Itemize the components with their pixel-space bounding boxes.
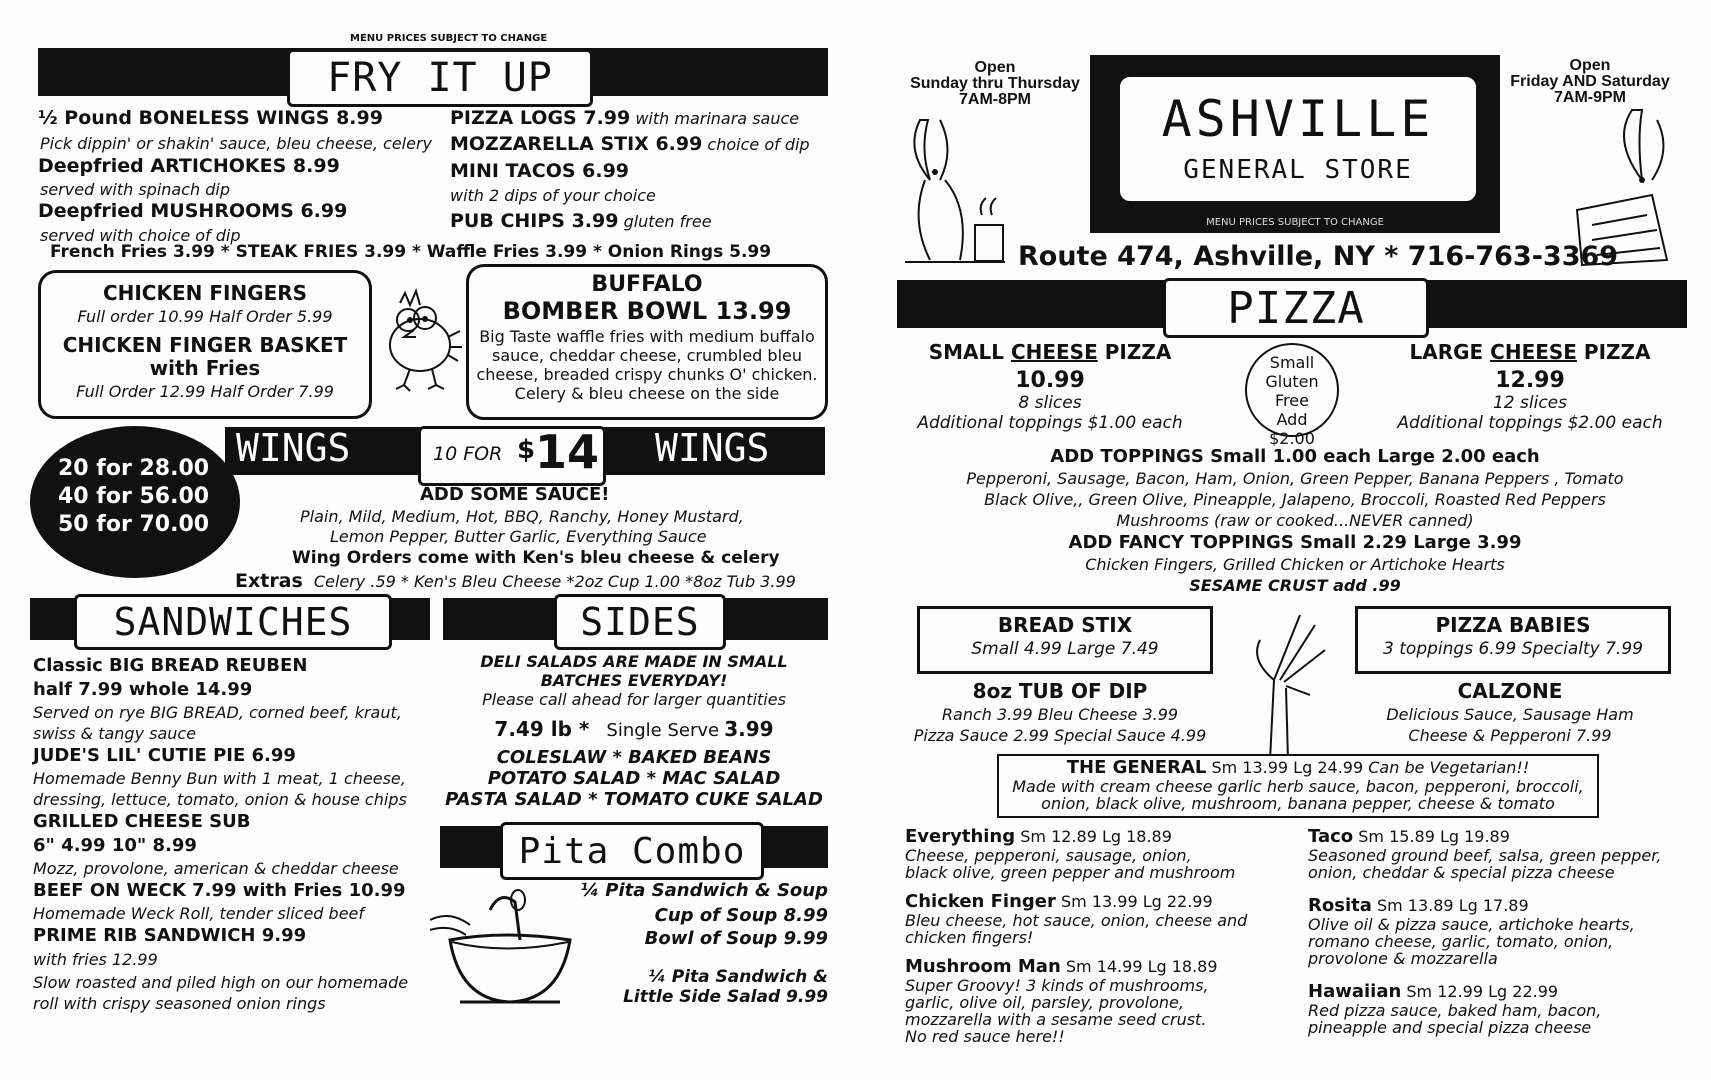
extras-text: Celery .59 * Ken's Bleu Cheese *2oz Cup 1.00 *8oz Tub 3.99 bbox=[313, 572, 796, 591]
specialty-desc: Bleu cheese, hot sauce, onion, cheese and bbox=[905, 911, 1248, 930]
large-pizza-slices: 12 slices bbox=[1492, 393, 1567, 413]
chicken-fingers-prices: Full order 10.99 Half Order 5.99 bbox=[77, 307, 333, 326]
sauce-list: Lemon Pepper, Butter Garlic, Everything Sauce bbox=[330, 527, 707, 546]
menu-item-desc: Pick dippin' or shakin' sauce, bleu cheese, celery bbox=[40, 134, 433, 153]
wing-orders-note: Wing Orders come with Ken's bleu cheese & celery bbox=[292, 548, 780, 568]
pizza-babies-prices: 3 toppings 6.99 Specialty 7.99 bbox=[1383, 639, 1643, 659]
chicken-fingers-box bbox=[38, 270, 372, 419]
pizza-logs-item bbox=[450, 107, 799, 129]
pizza-title: PIZZA bbox=[1163, 278, 1429, 338]
sandwich-title: BEEF ON WECK 7.99 with Fries 10.99 bbox=[33, 880, 406, 901]
specialty-pizza bbox=[1308, 895, 1703, 916]
mozz-stix-item bbox=[450, 133, 810, 155]
large-pizza-price: 12.99 bbox=[1495, 368, 1565, 393]
specialty-price: Sm 13.89 Lg 17.89 bbox=[1376, 896, 1529, 915]
wings-label-right: WINGS bbox=[655, 426, 770, 470]
pita-item: ¼ Pita Sandwich & Soup bbox=[580, 880, 828, 901]
chicken-doodle-icon bbox=[370, 285, 462, 395]
pita-combo-title: Pita Combo bbox=[500, 822, 764, 880]
specialty-desc: Red pizza sauce, baked ham, bacon, bbox=[1308, 1001, 1602, 1020]
menu-item-desc: with marinara sauce bbox=[635, 109, 800, 128]
specialty-desc: Seasoned ground beef, salsa, green pepper, bbox=[1308, 846, 1662, 865]
sandwich-desc: Homemade Benny Bun with 1 meat, 1 cheese, bbox=[33, 769, 406, 788]
menu-item-desc: served with choice of dip bbox=[40, 226, 241, 245]
large-cheese-pizza bbox=[1370, 340, 1690, 433]
hand-doodle-icon bbox=[1240, 610, 1330, 760]
specialty-pizza bbox=[905, 891, 1305, 912]
bread-stix-title: BREAD STIX bbox=[997, 613, 1133, 637]
wings-count-line: 50 for 70.00 bbox=[58, 512, 210, 537]
sides-note: Please call ahead for larger quantities bbox=[482, 690, 786, 709]
sandwich-desc: with fries 12.99 bbox=[33, 950, 158, 969]
small-pizza-toppings-price: Additional toppings $1.00 each bbox=[917, 413, 1183, 433]
calzone-title: CALZONE bbox=[1457, 679, 1563, 703]
buffalo-desc: cheese, breaded crispy chunks O' chicken. bbox=[476, 365, 818, 384]
buffalo-title-2: BOMBER BOWL 13.99 bbox=[502, 297, 792, 325]
sides-single-price: 3.99 bbox=[724, 717, 774, 741]
specialty-desc: Super Groovy! 3 kinds of mushrooms, bbox=[905, 976, 1209, 995]
menu-item-desc: choice of dip bbox=[707, 135, 810, 154]
large-pizza-title: LARGE CHEESE PIZZA bbox=[1409, 340, 1651, 364]
specialty-desc: No red sauce here!! bbox=[905, 1027, 1065, 1046]
toppings-section bbox=[900, 446, 1690, 595]
sandwich-title: 6" 4.99 10" 8.99 bbox=[33, 835, 197, 856]
specialty-pizza bbox=[905, 956, 1305, 977]
calzone-desc: Cheese & Pepperoni 7.99 bbox=[1408, 726, 1612, 745]
specialty-desc: Olive oil & pizza sauce, artichoke hearts, bbox=[1308, 915, 1635, 934]
specialty-pizza bbox=[1308, 981, 1703, 1002]
specialty-price: Sm 12.99 Lg 22.99 bbox=[1406, 982, 1559, 1001]
dip-prices: Pizza Sauce 2.99 Special Sauce 4.99 bbox=[913, 726, 1207, 745]
specialty-name: Hawaiian bbox=[1308, 981, 1402, 1002]
soup-bowl-icon bbox=[430, 880, 580, 1010]
wing-extras bbox=[235, 570, 796, 592]
small-pizza-price: 10.99 bbox=[1015, 368, 1085, 393]
sandwich-desc: swiss & tangy sauce bbox=[33, 724, 197, 743]
toppings-title: ADD TOPPINGS Small 1.00 each Large 2.00 each bbox=[1050, 446, 1540, 467]
specialty-name: Mushroom Man bbox=[905, 956, 1061, 977]
sandwich-title: JUDE'S LIL' CUTIE PIE 6.99 bbox=[33, 745, 296, 766]
menu-item-desc: served with spinach dip bbox=[40, 180, 231, 199]
sides-note: BATCHES EVERYDAY! bbox=[540, 671, 728, 690]
small-pizza-slices: 8 slices bbox=[1018, 393, 1082, 413]
fries-line: French Fries 3.99 * STEAK FRIES 3.99 * Waffle Fries 3.99 * Onion Rings 5.99 bbox=[50, 242, 772, 262]
wings-label-left: WINGS bbox=[236, 426, 351, 470]
specialty-desc: provolone & mozzarella bbox=[1308, 949, 1498, 968]
wings-count-line: 20 for 28.00 bbox=[58, 456, 210, 481]
dip-prices: Ranch 3.99 Bleu Cheese 3.99 bbox=[941, 705, 1179, 724]
sandwich-desc: Mozz, provolone, american & cheddar cheese bbox=[33, 859, 399, 878]
chicken-basket-prices: Full Order 12.99 Half Order 7.99 bbox=[76, 382, 334, 401]
specialty-pizza bbox=[905, 826, 1305, 847]
chicken-fingers-title: CHICKEN FINGERS bbox=[102, 281, 308, 305]
sides-title: SIDES bbox=[554, 594, 726, 650]
bread-stix-box bbox=[917, 606, 1213, 674]
sandwich-desc: Slow roasted and piled high on our homemade bbox=[33, 973, 409, 992]
logo-price-note: MENU PRICES SUBJECT TO CHANGE bbox=[1206, 217, 1384, 228]
specialty-price: Sm 12.89 Lg 18.89 bbox=[1020, 827, 1172, 846]
sandwich-title: half 7.99 whole 14.99 bbox=[33, 679, 253, 700]
the-general-desc: Made with cream cheese garlic herb sauce, bacon, pepperoni, broccoli, bbox=[1012, 777, 1584, 796]
pita-item: Bowl of Soup 9.99 bbox=[644, 928, 828, 949]
fancy-toppings-title: ADD FANCY TOPPINGS Small 2.29 Large 3.99 bbox=[1068, 532, 1522, 553]
chicken-basket-title: CHICKEN FINGER BASKET bbox=[62, 333, 348, 357]
specialties-left bbox=[905, 826, 1305, 1045]
gluten-free-badge bbox=[1245, 343, 1339, 448]
menu-item-title: PUB CHIPS 3.99 bbox=[450, 210, 619, 232]
sauce-list: Plain, Mild, Medium, Hot, BBQ, Ranchy, Honey Mustard, bbox=[300, 507, 744, 526]
specialty-desc: onion, cheddar & special pizza cheese bbox=[1308, 863, 1615, 882]
calzone-desc: Delicious Sauce, Sausage Ham bbox=[1386, 705, 1634, 724]
buffalo-title: BUFFALO bbox=[591, 272, 703, 297]
menu-item-title: Deepfried MUSHROOMS 6.99 bbox=[38, 200, 348, 222]
logo-name: ASHVILLE bbox=[1161, 90, 1435, 148]
specialty-name: Everything bbox=[905, 826, 1016, 847]
sides-list bbox=[440, 652, 828, 810]
toppings-list: Mushrooms (raw or cooked...NEVER canned) bbox=[1116, 511, 1474, 530]
open-hours-line: 7AM-9PM bbox=[1553, 89, 1626, 106]
dip-title: 8oz TUB OF DIP bbox=[972, 679, 1148, 703]
open-hours-left bbox=[895, 60, 1095, 108]
specialty-price: Sm 13.99 Lg 22.99 bbox=[1060, 892, 1213, 911]
sandwich-list bbox=[33, 654, 433, 1014]
wings-count-badge bbox=[30, 426, 240, 578]
the-general-desc: onion, black olive, mushroom, banana pepper, cheese & tomato bbox=[1041, 794, 1555, 813]
gluten-free-line: Small bbox=[1269, 353, 1315, 372]
pita-item: Little Side Salad 9.99 bbox=[623, 987, 828, 1007]
logo-sign bbox=[1120, 77, 1476, 201]
small-cheese-pizza bbox=[900, 340, 1200, 433]
specialty-desc: romano cheese, garlic, tomato, onion, bbox=[1308, 932, 1614, 951]
specialty-name: Rosita bbox=[1308, 895, 1372, 916]
store-logo bbox=[1090, 55, 1500, 233]
the-general-box bbox=[997, 754, 1599, 818]
calzone-section bbox=[1345, 679, 1675, 745]
wings-deal-price: 14 bbox=[535, 425, 600, 479]
sandwiches-title: SANDWICHES bbox=[74, 594, 392, 650]
fancy-toppings-list: Chicken Fingers, Grilled Chicken or Artichoke Hearts bbox=[1085, 555, 1505, 574]
specialty-desc: garlic, olive oil, parsley, provolone, bbox=[905, 993, 1184, 1012]
pita-list bbox=[570, 880, 828, 1007]
bunny-coffee-doodle-icon bbox=[900, 110, 1010, 270]
sesame-crust: SESAME CRUST add .99 bbox=[1189, 576, 1401, 595]
side-items: COLESLAW * BAKED BEANS bbox=[496, 747, 772, 768]
small-pizza-title: SMALL CHEESE PIZZA bbox=[928, 340, 1172, 364]
menu-item-desc: with 2 dips of your choice bbox=[450, 186, 656, 205]
specialties-right bbox=[1308, 826, 1703, 1036]
dip-section bbox=[900, 679, 1220, 745]
pita-item: Cup of Soup 8.99 bbox=[654, 905, 828, 926]
sides-single-label: Single Serve bbox=[606, 720, 720, 741]
menu-item-desc: gluten free bbox=[623, 212, 712, 231]
menu-item-title: MOZZARELLA STIX 6.99 bbox=[450, 133, 703, 155]
specialty-price: Sm 14.99 Lg 18.89 bbox=[1065, 957, 1218, 976]
menu-item-title: ½ Pound BONELESS WINGS 8.99 bbox=[38, 107, 383, 129]
specialty-desc: black olive, green pepper and mushroom bbox=[905, 863, 1236, 882]
menu-item-title: Deepfried ARTICHOKES 8.99 bbox=[38, 155, 340, 177]
specialty-price: Sm 15.89 Lg 19.89 bbox=[1358, 827, 1510, 846]
sides-price-line bbox=[440, 717, 828, 741]
toppings-list: Black Olive,, Green Olive, Pineapple, Jalapeno, Broccoli, Roasted Red Peppers bbox=[984, 490, 1606, 509]
large-pizza-toppings-price: Additional toppings $2.00 each bbox=[1397, 413, 1663, 433]
sandwich-desc: Homemade Weck Roll, tender sliced beef bbox=[33, 904, 365, 923]
side-items: POTATO SALAD * MAC SALAD bbox=[487, 768, 781, 789]
sandwich-title: GRILLED CHEESE SUB bbox=[33, 811, 251, 832]
buffalo-bomber-box bbox=[466, 264, 828, 420]
open-hours-line: Friday AND Saturday bbox=[1510, 73, 1670, 90]
the-general-header bbox=[999, 757, 1597, 778]
sauce-title: ADD SOME SAUCE! bbox=[420, 484, 610, 505]
bread-stix-prices: Small 4.99 Large 7.49 bbox=[971, 639, 1159, 659]
specialty-pizza bbox=[1308, 826, 1703, 847]
sandwich-desc: Served on rye BIG BREAD, corned beef, kraut, bbox=[33, 703, 402, 722]
the-general-price: Sm 13.99 Lg 24.99 bbox=[1211, 758, 1364, 777]
menu-item-title: MINI TACOS 6.99 bbox=[450, 160, 630, 182]
buffalo-desc: Big Taste waffle fries with medium buffalo bbox=[479, 327, 815, 346]
chicken-basket-title-2: with Fries bbox=[149, 356, 261, 380]
toppings-list: Pepperoni, Sausage, Bacon, Ham, Onion, Green Pepper, Banana Peppers , Tomato bbox=[966, 469, 1624, 488]
gluten-free-line: Gluten Free bbox=[1265, 372, 1319, 410]
the-general-veg: Can be Vegetarian!! bbox=[1368, 758, 1530, 777]
open-hours-line: Sunday thru Thursday bbox=[910, 75, 1080, 92]
specialty-name: Taco bbox=[1308, 826, 1354, 847]
wings-deal-label: 10 FOR bbox=[433, 443, 503, 465]
logo-subtitle: GENERAL STORE bbox=[1183, 155, 1413, 185]
wings-count-line: 40 for 56.00 bbox=[58, 484, 210, 509]
the-general-title: THE GENERAL bbox=[1066, 757, 1207, 778]
open-hours-line: Open bbox=[974, 59, 1016, 76]
price-note: MENU PRICES SUBJECT TO CHANGE bbox=[350, 33, 548, 44]
sandwich-title: PRIME RIB SANDWICH 9.99 bbox=[33, 925, 307, 946]
store-address: Route 474, Ashville, NY * 716-763-3369 bbox=[1018, 241, 1619, 272]
wings-deal-dollar: $ bbox=[517, 435, 536, 465]
specialty-name: Chicken Finger bbox=[905, 891, 1056, 912]
buffalo-desc: sauce, cheddar cheese, crumbled bleu bbox=[491, 346, 802, 365]
fry-it-up-title: FRY IT UP bbox=[287, 49, 593, 107]
sandwich-title: Classic BIG BREAD REUBEN bbox=[33, 655, 308, 676]
sandwich-desc: dressing, lettuce, tomato, onion & house chips bbox=[33, 790, 407, 809]
pita-item: ¼ Pita Sandwich & bbox=[648, 967, 828, 987]
open-hours-line: Open bbox=[1569, 57, 1611, 74]
specialty-desc: pineapple and special pizza cheese bbox=[1308, 1018, 1592, 1037]
wings-deal-box bbox=[418, 426, 606, 486]
specialty-desc: Cheese, pepperoni, sausage, onion, bbox=[905, 846, 1192, 865]
pizza-babies-title: PIZZA BABIES bbox=[1435, 613, 1591, 637]
open-hours-line: 7AM-8PM bbox=[958, 91, 1031, 108]
specialty-desc: chicken fingers! bbox=[905, 928, 1034, 947]
sides-note: DELI SALADS ARE MADE IN SMALL bbox=[480, 652, 788, 671]
gluten-free-line: Add bbox=[1276, 410, 1308, 429]
buffalo-desc: Celery & bleu cheese on the side bbox=[514, 384, 780, 403]
pizza-babies-box bbox=[1355, 606, 1671, 674]
sides-price-lb: 7.49 lb * bbox=[494, 717, 590, 741]
menu-item-title: PIZZA LOGS 7.99 bbox=[450, 107, 631, 129]
pub-chips-item bbox=[450, 210, 712, 232]
open-hours-right bbox=[1500, 58, 1680, 106]
sandwich-desc: roll with crispy seasoned onion rings bbox=[33, 994, 326, 1013]
gluten-free-line: $2.00 bbox=[1269, 429, 1315, 448]
side-items: PASTA SALAD * TOMATO CUKE SALAD bbox=[445, 789, 823, 810]
specialty-desc: mozzarella with a sesame seed crust. bbox=[905, 1010, 1207, 1029]
extras-label: Extras bbox=[235, 570, 303, 592]
